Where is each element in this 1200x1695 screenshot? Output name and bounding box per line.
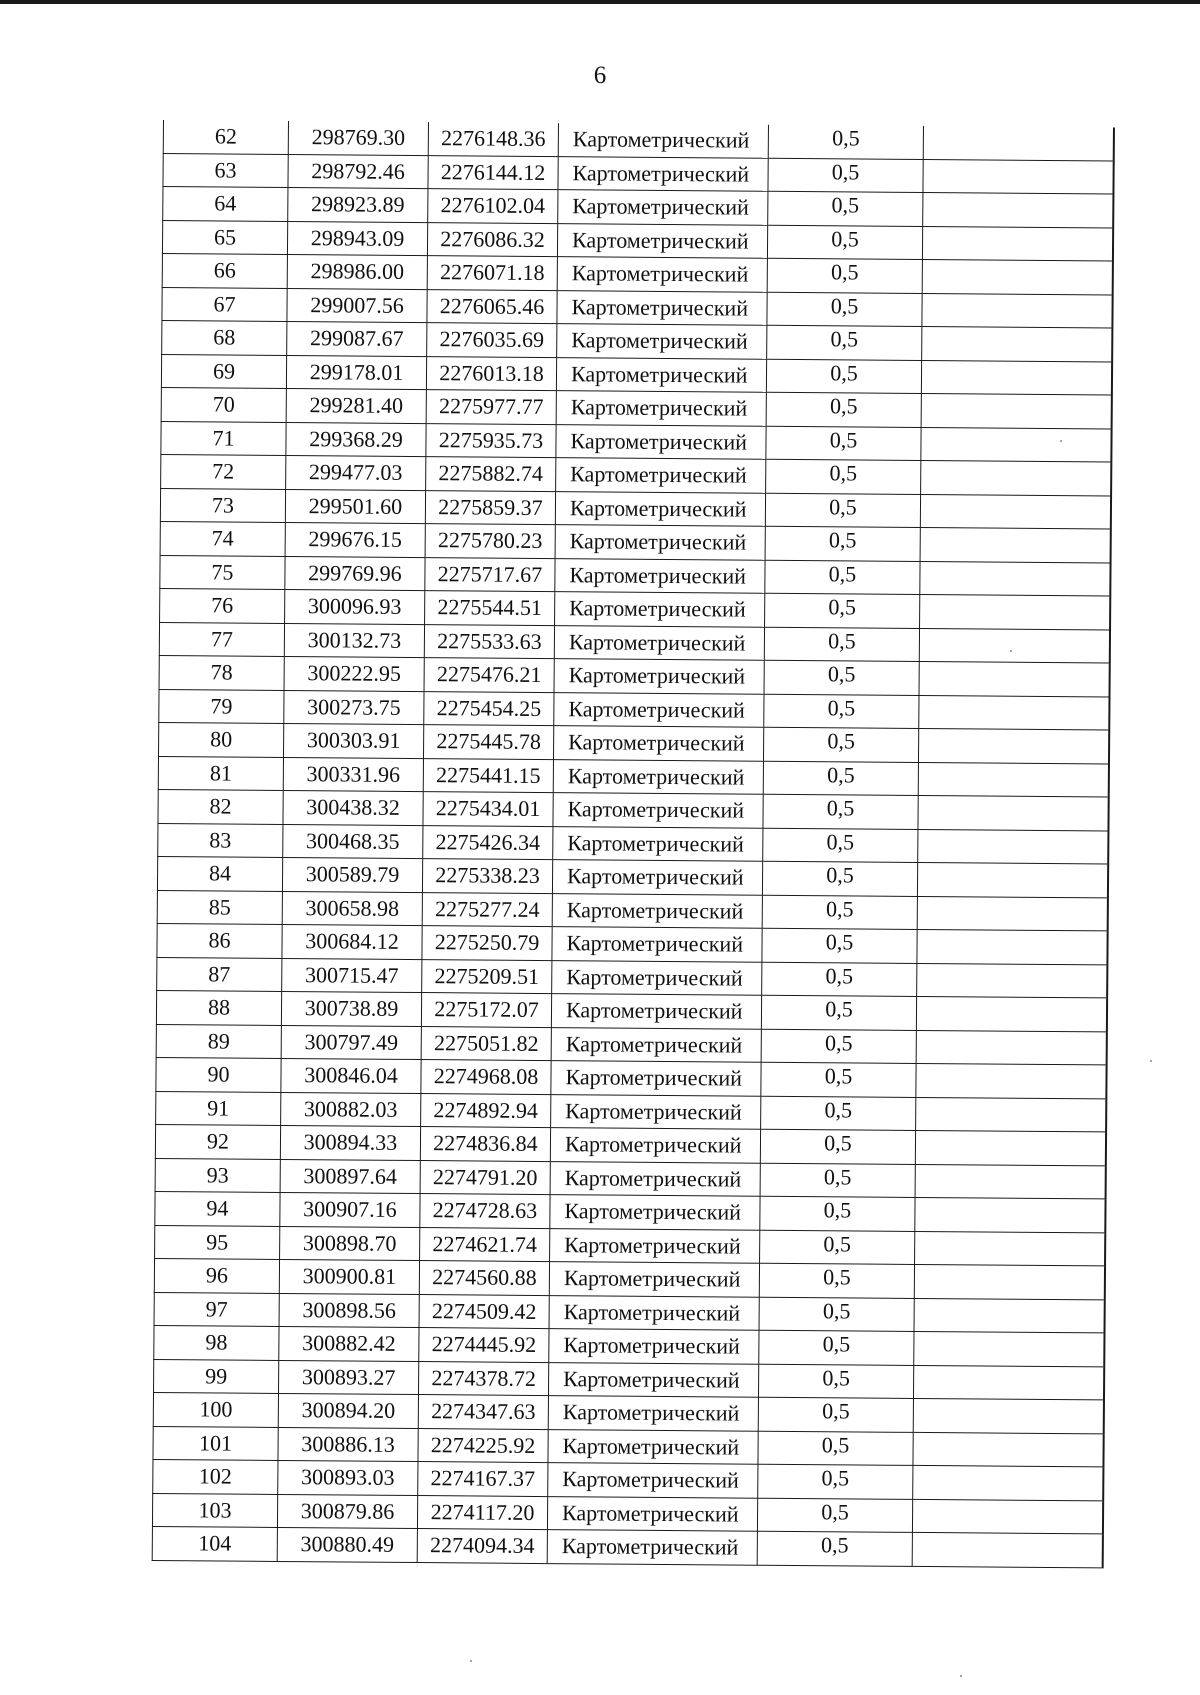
point-number-cell: 84 bbox=[157, 856, 282, 890]
empty-cell bbox=[917, 862, 1107, 897]
x-coordinate-cell: 299007.56 bbox=[287, 288, 427, 323]
point-number-cell: 96 bbox=[154, 1258, 279, 1292]
empty-cell bbox=[913, 1365, 1103, 1400]
point-number-cell: 94 bbox=[155, 1191, 280, 1225]
accuracy-cell: 0,5 bbox=[763, 828, 918, 863]
accuracy-cell: 0,5 bbox=[760, 1196, 915, 1231]
method-cell: Картометрический bbox=[553, 726, 763, 761]
empty-cell bbox=[919, 661, 1109, 696]
accuracy-cell: 0,5 bbox=[767, 258, 922, 293]
x-coordinate-cell: 300222.95 bbox=[284, 656, 424, 691]
x-coordinate-cell: 300132.73 bbox=[284, 623, 424, 658]
x-coordinate-cell: 299368.29 bbox=[286, 422, 426, 457]
x-coordinate-cell: 300882.03 bbox=[281, 1092, 421, 1127]
point-number-cell: 78 bbox=[159, 655, 284, 689]
y-coordinate-cell: 2274117.20 bbox=[417, 1495, 547, 1530]
method-cell: Картометрический bbox=[556, 357, 766, 392]
y-coordinate-cell: 2274225.92 bbox=[418, 1428, 548, 1463]
x-coordinate-cell: 300894.20 bbox=[278, 1393, 418, 1428]
accuracy-cell: 0,5 bbox=[768, 158, 923, 193]
accuracy-cell: 0,5 bbox=[766, 459, 921, 494]
x-coordinate-cell: 300897.64 bbox=[280, 1159, 420, 1194]
y-coordinate-cell: 2275338.23 bbox=[422, 859, 552, 894]
point-number-cell: 68 bbox=[162, 320, 287, 354]
empty-cell bbox=[918, 762, 1108, 797]
point-number-cell: 92 bbox=[155, 1124, 280, 1158]
x-coordinate-cell: 299281.40 bbox=[286, 388, 426, 423]
point-number-cell: 95 bbox=[155, 1225, 280, 1259]
point-number-cell: 75 bbox=[160, 555, 285, 589]
accuracy-cell: 0,5 bbox=[763, 727, 918, 762]
x-coordinate-cell: 298792.46 bbox=[288, 154, 428, 189]
empty-cell bbox=[914, 1264, 1104, 1299]
method-cell: Картометрический bbox=[554, 659, 764, 694]
y-coordinate-cell: 2274728.63 bbox=[420, 1194, 550, 1229]
y-coordinate-cell: 2274167.37 bbox=[418, 1462, 548, 1497]
x-coordinate-cell: 299676.15 bbox=[285, 522, 425, 557]
scan-speck bbox=[470, 1660, 472, 1662]
y-coordinate-cell: 2276144.12 bbox=[428, 155, 558, 190]
scan-speck bbox=[1060, 440, 1062, 442]
empty-cell bbox=[914, 1298, 1104, 1333]
accuracy-cell: 0,5 bbox=[760, 1129, 915, 1164]
point-number-cell: 93 bbox=[155, 1158, 280, 1192]
point-number-cell: 64 bbox=[163, 187, 288, 221]
coordinates-table-body bbox=[152, 120, 1113, 1567]
y-coordinate-cell: 2276071.18 bbox=[427, 256, 557, 291]
y-coordinate-cell: 2274836.84 bbox=[420, 1127, 550, 1162]
empty-cell bbox=[923, 126, 1113, 160]
point-number-cell: 70 bbox=[161, 387, 286, 421]
y-coordinate-cell: 2274509.42 bbox=[419, 1294, 549, 1329]
empty-cell bbox=[914, 1331, 1104, 1366]
x-coordinate-cell: 300900.81 bbox=[279, 1259, 419, 1294]
y-coordinate-cell: 2274378.72 bbox=[418, 1361, 548, 1396]
x-coordinate-cell: 300096.93 bbox=[285, 589, 425, 624]
y-coordinate-cell: 2275426.34 bbox=[423, 825, 553, 860]
empty-cell bbox=[917, 929, 1107, 964]
table-row bbox=[152, 1526, 1102, 1567]
y-coordinate-cell: 2274347.63 bbox=[418, 1395, 548, 1430]
x-coordinate-cell: 299178.01 bbox=[286, 355, 426, 390]
method-cell: Картометрический bbox=[557, 223, 767, 258]
x-coordinate-cell: 300898.56 bbox=[279, 1293, 419, 1328]
x-coordinate-cell: 300468.35 bbox=[283, 824, 423, 859]
point-number-cell: 87 bbox=[157, 957, 282, 991]
empty-cell bbox=[922, 293, 1112, 328]
y-coordinate-cell: 2274560.88 bbox=[419, 1261, 549, 1296]
accuracy-cell: 0,5 bbox=[767, 325, 922, 360]
empty-cell bbox=[915, 1197, 1105, 1232]
method-cell: Картометрический bbox=[548, 1396, 758, 1431]
point-number-cell: 66 bbox=[162, 253, 287, 287]
y-coordinate-cell: 2275533.63 bbox=[424, 624, 554, 659]
x-coordinate-cell: 300797.49 bbox=[281, 1025, 421, 1060]
x-coordinate-cell: 300273.75 bbox=[284, 690, 424, 725]
accuracy-cell: 0,5 bbox=[765, 493, 920, 528]
accuracy-cell: 0,5 bbox=[757, 1498, 912, 1533]
y-coordinate-cell: 2275277.24 bbox=[422, 892, 552, 927]
x-coordinate-cell: 300894.33 bbox=[280, 1125, 420, 1160]
empty-cell bbox=[918, 829, 1108, 864]
method-cell: Картометрический bbox=[551, 994, 761, 1029]
y-coordinate-cell: 2276065.46 bbox=[427, 289, 557, 324]
accuracy-cell: 0,5 bbox=[759, 1263, 914, 1298]
method-cell: Картометрический bbox=[553, 759, 763, 794]
point-number-cell: 88 bbox=[156, 990, 281, 1024]
method-cell: Картометрический bbox=[557, 290, 767, 325]
x-coordinate-cell: 298769.30 bbox=[288, 121, 428, 155]
x-coordinate-cell: 300879.86 bbox=[277, 1494, 417, 1529]
point-number-cell: 62 bbox=[163, 120, 288, 154]
method-cell: Картометрический bbox=[557, 324, 767, 359]
y-coordinate-cell: 2275434.01 bbox=[423, 792, 553, 827]
empty-cell bbox=[917, 963, 1107, 998]
method-cell: Картометрический bbox=[555, 525, 765, 560]
method-cell: Картометрический bbox=[556, 458, 766, 493]
x-coordinate-cell: 300846.04 bbox=[281, 1058, 421, 1093]
method-cell: Картометрический bbox=[552, 893, 762, 928]
empty-cell bbox=[920, 494, 1110, 529]
method-cell: Картометрический bbox=[549, 1329, 759, 1364]
method-cell: Картометрический bbox=[550, 1128, 760, 1163]
y-coordinate-cell: 2275882.74 bbox=[426, 457, 556, 492]
point-number-cell: 102 bbox=[153, 1459, 278, 1493]
y-coordinate-cell: 2274791.20 bbox=[420, 1160, 550, 1195]
point-number-cell: 72 bbox=[161, 454, 286, 488]
accuracy-cell: 0,5 bbox=[758, 1364, 913, 1399]
empty-cell bbox=[920, 527, 1110, 562]
method-cell: Картометрический bbox=[548, 1429, 758, 1464]
y-coordinate-cell: 2276102.04 bbox=[428, 189, 558, 224]
method-cell: Картометрический bbox=[550, 1161, 760, 1196]
y-coordinate-cell: 2275544.51 bbox=[425, 591, 555, 626]
method-cell: Картометрический bbox=[553, 826, 763, 861]
method-cell: Картометрический bbox=[551, 1094, 761, 1129]
y-coordinate-cell: 2275977.77 bbox=[426, 390, 556, 425]
y-coordinate-cell: 2275476.21 bbox=[424, 658, 554, 693]
x-coordinate-cell: 299501.60 bbox=[285, 489, 425, 524]
accuracy-cell: 0,5 bbox=[766, 426, 921, 461]
accuracy-cell: 0,5 bbox=[764, 694, 919, 729]
accuracy-cell: 0,5 bbox=[759, 1330, 914, 1365]
accuracy-cell: 0,5 bbox=[759, 1297, 914, 1332]
empty-cell bbox=[922, 326, 1112, 361]
accuracy-cell: 0,5 bbox=[760, 1230, 915, 1265]
point-number-cell: 80 bbox=[159, 722, 284, 756]
y-coordinate-cell: 2274892.94 bbox=[421, 1093, 551, 1128]
accuracy-cell: 0,5 bbox=[764, 660, 919, 695]
y-coordinate-cell: 2275172.07 bbox=[421, 993, 551, 1028]
empty-cell bbox=[919, 628, 1109, 663]
x-coordinate-cell: 300303.91 bbox=[284, 723, 424, 758]
empty-cell bbox=[915, 1130, 1105, 1165]
x-coordinate-cell: 300438.32 bbox=[283, 790, 423, 825]
point-number-cell: 76 bbox=[160, 588, 285, 622]
method-cell: Картометрический bbox=[554, 625, 764, 660]
x-coordinate-cell: 300738.89 bbox=[281, 991, 421, 1026]
x-coordinate-cell: 300893.27 bbox=[279, 1360, 419, 1395]
x-coordinate-cell: 300684.12 bbox=[282, 924, 422, 959]
empty-cell bbox=[916, 996, 1106, 1031]
point-number-cell: 63 bbox=[163, 153, 288, 187]
x-coordinate-cell: 298923.89 bbox=[288, 187, 428, 222]
y-coordinate-cell: 2275051.82 bbox=[421, 1026, 551, 1061]
y-coordinate-cell: 2276148.36 bbox=[428, 122, 558, 156]
method-cell: Картометрический bbox=[556, 391, 766, 426]
method-cell: Картометрический bbox=[549, 1295, 759, 1330]
point-number-cell: 74 bbox=[160, 521, 285, 555]
point-number-cell: 73 bbox=[160, 488, 285, 522]
empty-cell bbox=[916, 1097, 1106, 1132]
empty-cell bbox=[923, 192, 1113, 227]
accuracy-cell: 0,5 bbox=[763, 794, 918, 829]
accuracy-cell: 0,5 bbox=[767, 225, 922, 260]
accuracy-cell: 0,5 bbox=[758, 1431, 913, 1466]
y-coordinate-cell: 2275859.37 bbox=[425, 490, 555, 525]
method-cell: Картометрический bbox=[552, 860, 762, 895]
empty-cell bbox=[915, 1231, 1105, 1266]
method-cell: Картометрический bbox=[548, 1362, 758, 1397]
scan-speck bbox=[960, 1675, 962, 1677]
method-cell: Картометрический bbox=[552, 927, 762, 962]
x-coordinate-cell: 300715.47 bbox=[282, 958, 422, 993]
accuracy-cell: 0,5 bbox=[761, 1096, 916, 1131]
empty-cell bbox=[915, 1164, 1105, 1199]
method-cell: Картометрический bbox=[555, 491, 765, 526]
y-coordinate-cell: 2275935.73 bbox=[426, 423, 556, 458]
y-coordinate-cell: 2275445.78 bbox=[423, 725, 553, 760]
point-number-cell: 85 bbox=[157, 890, 282, 924]
point-number-cell: 81 bbox=[158, 756, 283, 790]
empty-cell bbox=[917, 896, 1107, 931]
empty-cell bbox=[920, 594, 1110, 629]
method-cell: Картометрический bbox=[552, 960, 762, 995]
page-top-edge bbox=[0, 0, 1200, 4]
x-coordinate-cell: 298943.09 bbox=[287, 221, 427, 256]
accuracy-cell: 0,5 bbox=[762, 861, 917, 896]
method-cell: Картометрический bbox=[555, 592, 765, 627]
accuracy-cell: 0,5 bbox=[767, 292, 922, 327]
y-coordinate-cell: 2275209.51 bbox=[422, 959, 552, 994]
empty-cell bbox=[913, 1465, 1103, 1500]
empty-cell bbox=[913, 1398, 1103, 1433]
accuracy-cell: 0,5 bbox=[766, 392, 921, 427]
point-number-cell: 90 bbox=[156, 1057, 281, 1091]
method-cell: Картометрический bbox=[550, 1195, 760, 1230]
method-cell: Картометрический bbox=[551, 1061, 761, 1096]
method-cell: Картометрический bbox=[547, 1530, 757, 1565]
accuracy-cell: 0,5 bbox=[768, 125, 923, 159]
accuracy-cell: 0,5 bbox=[761, 1062, 916, 1097]
x-coordinate-cell: 300893.03 bbox=[278, 1460, 418, 1495]
point-number-cell: 67 bbox=[162, 287, 287, 321]
accuracy-cell: 0,5 bbox=[758, 1397, 913, 1432]
empty-cell bbox=[916, 1030, 1106, 1065]
y-coordinate-cell: 2276035.69 bbox=[427, 323, 557, 358]
point-number-cell: 91 bbox=[156, 1091, 281, 1125]
method-cell: Картометрический bbox=[550, 1228, 760, 1263]
accuracy-cell: 0,5 bbox=[761, 995, 916, 1030]
y-coordinate-cell: 2275454.25 bbox=[424, 691, 554, 726]
x-coordinate-cell: 300880.49 bbox=[277, 1527, 417, 1562]
accuracy-cell: 0,5 bbox=[765, 560, 920, 595]
empty-cell bbox=[921, 393, 1111, 428]
method-cell: Картометрический bbox=[551, 1027, 761, 1062]
point-number-cell: 65 bbox=[162, 220, 287, 254]
accuracy-cell: 0,5 bbox=[762, 928, 917, 963]
empty-cell bbox=[921, 460, 1111, 495]
y-coordinate-cell: 2274445.92 bbox=[419, 1328, 549, 1363]
scan-speck bbox=[1150, 1060, 1152, 1062]
accuracy-cell: 0,5 bbox=[762, 895, 917, 930]
y-coordinate-cell: 2275250.79 bbox=[422, 926, 552, 961]
y-coordinate-cell: 2275780.23 bbox=[425, 524, 555, 559]
empty-cell bbox=[916, 1063, 1106, 1098]
y-coordinate-cell: 2275717.67 bbox=[425, 557, 555, 592]
point-number-cell: 104 bbox=[152, 1526, 277, 1560]
method-cell: Картометрический bbox=[556, 424, 766, 459]
y-coordinate-cell: 2274094.34 bbox=[417, 1529, 547, 1564]
method-cell: Картометрический bbox=[558, 190, 768, 225]
method-cell: Картометрический bbox=[553, 793, 763, 828]
point-number-cell: 69 bbox=[161, 354, 286, 388]
x-coordinate-cell: 300907.16 bbox=[280, 1192, 420, 1227]
point-number-cell: 100 bbox=[153, 1392, 278, 1426]
y-coordinate-cell: 2274968.08 bbox=[421, 1060, 551, 1095]
x-coordinate-cell: 300898.70 bbox=[280, 1226, 420, 1261]
point-number-cell: 71 bbox=[161, 421, 286, 455]
x-coordinate-cell: 298986.00 bbox=[287, 254, 427, 289]
empty-cell bbox=[918, 728, 1108, 763]
point-number-cell: 79 bbox=[159, 689, 284, 723]
scan-speck bbox=[1010, 650, 1012, 652]
empty-cell bbox=[918, 795, 1108, 830]
y-coordinate-cell: 2275441.15 bbox=[423, 758, 553, 793]
method-cell: Картометрический bbox=[549, 1262, 759, 1297]
accuracy-cell: 0,5 bbox=[757, 1531, 912, 1566]
accuracy-cell: 0,5 bbox=[763, 761, 918, 796]
point-number-cell: 99 bbox=[154, 1359, 279, 1393]
accuracy-cell: 0,5 bbox=[764, 627, 919, 662]
empty-cell bbox=[923, 159, 1113, 194]
coordinates-table bbox=[152, 120, 1115, 1568]
x-coordinate-cell: 300589.79 bbox=[282, 857, 422, 892]
empty-cell bbox=[921, 427, 1111, 462]
accuracy-cell: 0,5 bbox=[761, 1029, 916, 1064]
accuracy-cell: 0,5 bbox=[762, 962, 917, 997]
method-cell: Картометрический bbox=[554, 692, 764, 727]
method-cell: Картометрический bbox=[558, 123, 768, 158]
accuracy-cell: 0,5 bbox=[765, 593, 920, 628]
point-number-cell: 97 bbox=[154, 1292, 279, 1326]
x-coordinate-cell: 299087.67 bbox=[287, 321, 427, 356]
point-number-cell: 82 bbox=[158, 789, 283, 823]
point-number-cell: 98 bbox=[154, 1325, 279, 1359]
x-coordinate-cell: 300658.98 bbox=[282, 891, 422, 926]
empty-cell bbox=[921, 360, 1111, 395]
point-number-cell: 86 bbox=[157, 923, 282, 957]
accuracy-cell: 0,5 bbox=[766, 359, 921, 394]
point-number-cell: 89 bbox=[156, 1024, 281, 1058]
empty-cell bbox=[922, 259, 1112, 294]
empty-cell bbox=[919, 695, 1109, 730]
method-cell: Картометрический bbox=[547, 1496, 757, 1531]
y-coordinate-cell: 2276013.18 bbox=[426, 356, 556, 391]
empty-cell bbox=[920, 561, 1110, 596]
accuracy-cell: 0,5 bbox=[768, 191, 923, 226]
x-coordinate-cell: 300331.96 bbox=[283, 757, 423, 792]
y-coordinate-cell: 2274621.74 bbox=[420, 1227, 550, 1262]
empty-cell bbox=[913, 1432, 1103, 1467]
empty-cell bbox=[912, 1532, 1102, 1567]
method-cell: Картометрический bbox=[557, 257, 767, 292]
page-number: 6 bbox=[593, 62, 607, 89]
method-cell: Картометрический bbox=[555, 558, 765, 593]
empty-cell bbox=[912, 1499, 1102, 1534]
x-coordinate-cell: 300886.13 bbox=[278, 1427, 418, 1462]
x-coordinate-cell: 299769.96 bbox=[285, 556, 425, 591]
x-coordinate-cell: 300882.42 bbox=[279, 1326, 419, 1361]
accuracy-cell: 0,5 bbox=[765, 526, 920, 561]
method-cell: Картометрический bbox=[548, 1463, 758, 1498]
empty-cell bbox=[922, 226, 1112, 261]
y-coordinate-cell: 2276086.32 bbox=[427, 222, 557, 257]
point-number-cell: 101 bbox=[153, 1426, 278, 1460]
method-cell: Картометрический bbox=[558, 156, 768, 191]
x-coordinate-cell: 299477.03 bbox=[286, 455, 426, 490]
point-number-cell: 103 bbox=[152, 1493, 277, 1527]
accuracy-cell: 0,5 bbox=[760, 1163, 915, 1198]
point-number-cell: 77 bbox=[159, 622, 284, 656]
point-number-cell: 83 bbox=[158, 823, 283, 857]
accuracy-cell: 0,5 bbox=[758, 1464, 913, 1499]
